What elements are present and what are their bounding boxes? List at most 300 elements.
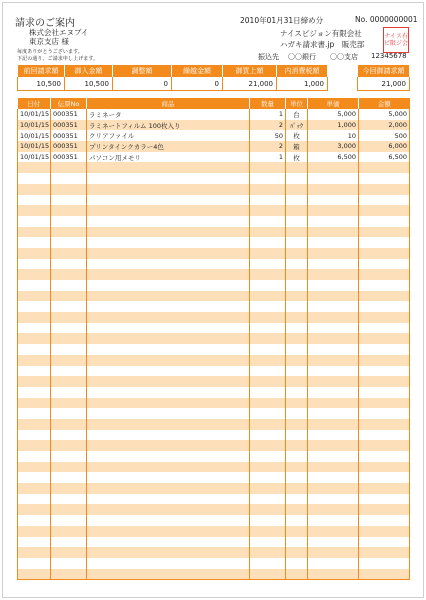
empty-cell <box>87 248 250 259</box>
empty-cell <box>51 451 87 462</box>
item-unit-price: 10 <box>308 130 359 141</box>
empty-cell <box>87 184 250 195</box>
empty-cell <box>308 462 359 473</box>
empty-cell <box>286 483 308 494</box>
empty-cell <box>18 312 51 323</box>
column-header-slip: 伝票No <box>51 98 87 109</box>
empty-cell <box>250 387 286 398</box>
table-row <box>18 141 410 152</box>
empty-cell <box>87 376 250 387</box>
item-unit: 台 <box>286 109 308 120</box>
empty-row <box>18 323 410 334</box>
empty-cell <box>87 462 250 473</box>
item-date: 10/01/15 <box>18 141 51 152</box>
empty-cell <box>308 301 359 312</box>
empty-cell <box>51 515 87 526</box>
empty-cell <box>286 323 308 334</box>
empty-cell <box>359 195 410 206</box>
empty-cell <box>359 355 410 366</box>
empty-cell <box>308 494 359 505</box>
empty-cell <box>87 355 250 366</box>
empty-cell <box>250 195 286 206</box>
empty-row <box>18 312 410 323</box>
empty-row <box>18 451 410 462</box>
empty-cell <box>308 173 359 184</box>
empty-cell <box>250 173 286 184</box>
empty-cell <box>359 216 410 227</box>
empty-cell <box>51 472 87 483</box>
empty-cell <box>18 398 51 409</box>
empty-cell <box>18 537 51 548</box>
empty-row <box>18 419 410 430</box>
table-row <box>18 120 410 131</box>
empty-cell <box>87 408 250 419</box>
item-quantity: 1 <box>250 152 286 163</box>
empty-cell <box>87 451 250 462</box>
empty-cell <box>308 408 359 419</box>
empty-cell <box>286 537 308 548</box>
empty-cell <box>286 440 308 451</box>
empty-cell <box>87 515 250 526</box>
column-header-unit: 単位 <box>286 98 308 109</box>
empty-cell <box>359 280 410 291</box>
empty-row <box>18 408 410 419</box>
empty-cell <box>51 333 87 344</box>
empty-cell <box>308 483 359 494</box>
item-product: クリアファイル <box>87 130 250 141</box>
empty-cell <box>87 494 250 505</box>
empty-cell <box>51 462 87 473</box>
empty-cell <box>250 323 286 334</box>
empty-cell <box>51 408 87 419</box>
empty-cell <box>286 333 308 344</box>
empty-cell <box>51 195 87 206</box>
empty-cell <box>286 344 308 355</box>
empty-cell <box>87 558 250 569</box>
empty-cell <box>359 259 410 270</box>
empty-cell <box>286 291 308 302</box>
empty-cell <box>359 419 410 430</box>
empty-row <box>18 569 410 580</box>
items-table <box>17 98 410 580</box>
empty-cell <box>359 494 410 505</box>
empty-cell <box>286 472 308 483</box>
item-amount: 2,000 <box>359 120 410 131</box>
summary-value: 21,000 <box>223 77 277 91</box>
empty-cell <box>18 483 51 494</box>
empty-cell <box>87 472 250 483</box>
empty-row <box>18 537 410 548</box>
empty-cell <box>87 366 250 377</box>
empty-cell <box>308 280 359 291</box>
empty-cell <box>308 184 359 195</box>
empty-cell <box>250 259 286 270</box>
empty-cell <box>87 333 250 344</box>
item-unit: 枚 <box>286 130 308 141</box>
empty-row <box>18 515 410 526</box>
empty-cell <box>250 558 286 569</box>
empty-cell <box>51 569 87 580</box>
empty-cell <box>308 547 359 558</box>
empty-cell <box>286 419 308 430</box>
item-unit-price: 1,000 <box>308 120 359 131</box>
empty-row <box>18 162 410 173</box>
empty-cell <box>51 205 87 216</box>
empty-cell <box>359 227 410 238</box>
empty-cell <box>250 504 286 515</box>
item-unit: 箱 <box>286 141 308 152</box>
empty-cell <box>250 366 286 377</box>
empty-cell <box>359 451 410 462</box>
empty-cell <box>51 537 87 548</box>
empty-cell <box>51 483 87 494</box>
empty-cell <box>359 248 410 259</box>
empty-cell <box>51 173 87 184</box>
empty-cell <box>18 558 51 569</box>
empty-cell <box>308 515 359 526</box>
empty-row <box>18 344 410 355</box>
empty-cell <box>18 515 51 526</box>
table-row <box>18 152 410 163</box>
empty-cell <box>250 483 286 494</box>
empty-cell <box>250 355 286 366</box>
item-date: 10/01/15 <box>18 152 51 163</box>
empty-cell <box>250 216 286 227</box>
empty-cell <box>250 344 286 355</box>
item-date: 10/01/15 <box>18 130 51 141</box>
empty-cell <box>250 472 286 483</box>
empty-cell <box>359 162 410 173</box>
empty-cell <box>18 259 51 270</box>
empty-cell <box>250 162 286 173</box>
empty-row <box>18 355 410 366</box>
summary-value: 10,500 <box>18 77 65 91</box>
empty-cell <box>359 398 410 409</box>
empty-cell <box>308 227 359 238</box>
empty-row <box>18 440 410 451</box>
closing-date: 2010年01月31日締め分 <box>240 16 324 25</box>
empty-row <box>18 462 410 473</box>
empty-cell <box>51 430 87 441</box>
empty-cell <box>250 227 286 238</box>
empty-cell <box>308 237 359 248</box>
empty-cell <box>18 344 51 355</box>
empty-cell <box>18 237 51 248</box>
item-unit: ﾊﾟｯｸ <box>286 120 308 131</box>
item-date: 10/01/15 <box>18 109 51 120</box>
greeting-line-2: 下記の通り、ご請求申し上げます。 <box>17 56 99 62</box>
empty-cell <box>308 472 359 483</box>
empty-cell <box>359 483 410 494</box>
empty-cell <box>18 323 51 334</box>
empty-cell <box>18 269 51 280</box>
empty-cell <box>250 451 286 462</box>
empty-row <box>18 558 410 569</box>
empty-cell <box>308 376 359 387</box>
item-quantity: 2 <box>250 141 286 152</box>
item-product: プリンタインクカラー4色 <box>87 141 250 152</box>
empty-row <box>18 483 410 494</box>
empty-cell <box>286 366 308 377</box>
empty-cell <box>359 547 410 558</box>
empty-cell <box>51 526 87 537</box>
empty-cell <box>87 398 250 409</box>
greeting-line-1: 毎度ありがとうございます。 <box>17 49 83 55</box>
empty-cell <box>51 312 87 323</box>
empty-cell <box>87 216 250 227</box>
summary-header: 繰越金額 <box>172 65 223 77</box>
empty-cell <box>359 537 410 548</box>
customer-branch: 東京支店 様 <box>29 37 69 46</box>
seal-char: ナイ <box>384 32 396 40</box>
empty-cell <box>18 419 51 430</box>
empty-cell <box>51 344 87 355</box>
seal-char: ス有 <box>396 32 409 40</box>
empty-cell <box>250 462 286 473</box>
empty-cell <box>308 291 359 302</box>
empty-row <box>18 366 410 377</box>
empty-cell <box>250 430 286 441</box>
summary-table <box>17 64 328 91</box>
item-slip-no: 000351 <box>51 109 87 120</box>
empty-cell <box>250 537 286 548</box>
empty-cell <box>51 291 87 302</box>
empty-cell <box>250 526 286 537</box>
item-amount: 6,500 <box>359 152 410 163</box>
empty-cell <box>286 526 308 537</box>
item-unit: 枚 <box>286 152 308 163</box>
empty-cell <box>51 323 87 334</box>
empty-cell <box>308 312 359 323</box>
empty-cell <box>308 366 359 377</box>
empty-cell <box>359 291 410 302</box>
empty-cell <box>286 547 308 558</box>
empty-cell <box>359 205 410 216</box>
empty-cell <box>359 472 410 483</box>
empty-cell <box>18 462 51 473</box>
empty-cell <box>18 301 51 312</box>
empty-cell <box>308 216 359 227</box>
empty-cell <box>87 312 250 323</box>
item-amount: 5,000 <box>359 109 410 120</box>
empty-cell <box>308 269 359 280</box>
empty-cell <box>286 387 308 398</box>
empty-cell <box>51 301 87 312</box>
empty-cell <box>286 216 308 227</box>
item-quantity: 50 <box>250 130 286 141</box>
empty-cell <box>250 569 286 580</box>
current-billing-amount: 21,000 <box>358 77 410 91</box>
column-header-unit-price: 単価 <box>308 98 359 109</box>
empty-cell <box>286 237 308 248</box>
empty-cell <box>87 344 250 355</box>
empty-cell <box>308 195 359 206</box>
empty-cell <box>18 173 51 184</box>
empty-cell <box>51 387 87 398</box>
customer-name: 株式会社エヌブイ <box>29 28 89 37</box>
empty-cell <box>359 184 410 195</box>
account-number: 12345678 <box>371 52 407 60</box>
item-quantity: 1 <box>250 109 286 120</box>
empty-cell <box>18 472 51 483</box>
column-header-amount: 金額 <box>359 98 410 109</box>
empty-cell <box>359 323 410 334</box>
empty-cell <box>87 227 250 238</box>
current-billing-header: 今回御請求額 <box>358 65 410 77</box>
empty-cell <box>18 216 51 227</box>
item-unit-price: 5,000 <box>308 109 359 120</box>
invoice-number: No. 0000000001 <box>355 15 418 24</box>
item-slip-no: 000351 <box>51 130 87 141</box>
seal-char: ジ会 <box>396 40 409 47</box>
empty-cell <box>359 408 410 419</box>
empty-row <box>18 248 410 259</box>
empty-cell <box>87 162 250 173</box>
summary-header: 調整額 <box>113 65 172 77</box>
empty-cell <box>51 280 87 291</box>
empty-cell <box>87 301 250 312</box>
empty-cell <box>286 504 308 515</box>
empty-cell <box>87 504 250 515</box>
item-slip-no: 000351 <box>51 152 87 163</box>
empty-cell <box>250 237 286 248</box>
empty-cell <box>359 569 410 580</box>
summary-header: 前回請求額 <box>18 65 65 77</box>
summary-header: 御買上額 <box>223 65 277 77</box>
empty-cell <box>87 483 250 494</box>
empty-cell <box>18 366 51 377</box>
empty-cell <box>286 558 308 569</box>
empty-cell <box>359 387 410 398</box>
empty-cell <box>51 259 87 270</box>
empty-row <box>18 387 410 398</box>
empty-row <box>18 398 410 409</box>
empty-cell <box>359 301 410 312</box>
empty-cell <box>308 205 359 216</box>
empty-cell <box>87 259 250 270</box>
empty-row <box>18 291 410 302</box>
empty-cell <box>18 280 51 291</box>
empty-cell <box>51 440 87 451</box>
empty-cell <box>250 312 286 323</box>
empty-row <box>18 269 410 280</box>
empty-cell <box>308 440 359 451</box>
empty-cell <box>51 558 87 569</box>
empty-cell <box>286 301 308 312</box>
empty-cell <box>250 184 286 195</box>
empty-cell <box>286 162 308 173</box>
empty-cell <box>250 547 286 558</box>
empty-cell <box>87 237 250 248</box>
empty-cell <box>286 494 308 505</box>
issuer-branch: ハガキ請求書.jp 販売部 <box>280 40 365 49</box>
empty-cell <box>359 558 410 569</box>
empty-cell <box>359 430 410 441</box>
empty-cell <box>18 248 51 259</box>
column-header-date: 日付 <box>18 98 51 109</box>
empty-row <box>18 504 410 515</box>
empty-cell <box>87 526 250 537</box>
item-amount: 500 <box>359 130 410 141</box>
empty-cell <box>51 547 87 558</box>
empty-cell <box>308 344 359 355</box>
empty-cell <box>18 355 51 366</box>
empty-cell <box>18 333 51 344</box>
empty-cell <box>87 323 250 334</box>
empty-cell <box>250 205 286 216</box>
issuer-company: ナイスビジョン有限会社 <box>280 29 362 38</box>
summary-value: 10,500 <box>65 77 113 91</box>
empty-row <box>18 237 410 248</box>
empty-cell <box>308 248 359 259</box>
empty-cell <box>18 387 51 398</box>
empty-cell <box>308 558 359 569</box>
empty-cell <box>286 408 308 419</box>
item-slip-no: 000351 <box>51 120 87 131</box>
empty-cell <box>286 515 308 526</box>
empty-cell <box>87 269 250 280</box>
empty-cell <box>51 248 87 259</box>
empty-cell <box>18 526 51 537</box>
empty-cell <box>359 269 410 280</box>
empty-cell <box>51 398 87 409</box>
summary-value: 0 <box>113 77 172 91</box>
empty-cell <box>250 419 286 430</box>
seal-char: ビ限 <box>384 40 397 47</box>
empty-cell <box>18 494 51 505</box>
empty-cell <box>359 237 410 248</box>
empty-cell <box>286 430 308 441</box>
company-seal-stamp <box>383 27 409 53</box>
empty-cell <box>250 280 286 291</box>
empty-cell <box>18 162 51 173</box>
empty-cell <box>286 312 308 323</box>
empty-cell <box>18 408 51 419</box>
empty-cell <box>359 312 410 323</box>
item-unit-price: 3,000 <box>308 141 359 152</box>
item-amount: 6,000 <box>359 141 410 152</box>
empty-cell <box>359 173 410 184</box>
empty-cell <box>250 269 286 280</box>
empty-cell <box>286 569 308 580</box>
item-slip-no: 000351 <box>51 141 87 152</box>
empty-cell <box>87 537 250 548</box>
column-header-quantity: 数量 <box>250 98 286 109</box>
empty-cell <box>286 280 308 291</box>
item-product: ラミネータ <box>87 109 250 120</box>
empty-cell <box>308 259 359 270</box>
empty-cell <box>18 291 51 302</box>
empty-cell <box>308 398 359 409</box>
empty-cell <box>87 173 250 184</box>
document-title: 請求のご案内 <box>15 18 75 29</box>
empty-cell <box>87 430 250 441</box>
empty-cell <box>18 451 51 462</box>
empty-cell <box>286 269 308 280</box>
empty-cell <box>18 569 51 580</box>
summary-value: 0 <box>172 77 223 91</box>
empty-cell <box>87 280 250 291</box>
empty-cell <box>250 333 286 344</box>
empty-cell <box>250 376 286 387</box>
empty-cell <box>51 366 87 377</box>
empty-cell <box>286 259 308 270</box>
item-product: ラミネートフィルム 100枚入り <box>87 120 250 131</box>
table-row <box>18 109 410 120</box>
empty-row <box>18 205 410 216</box>
empty-cell <box>286 205 308 216</box>
empty-cell <box>250 248 286 259</box>
